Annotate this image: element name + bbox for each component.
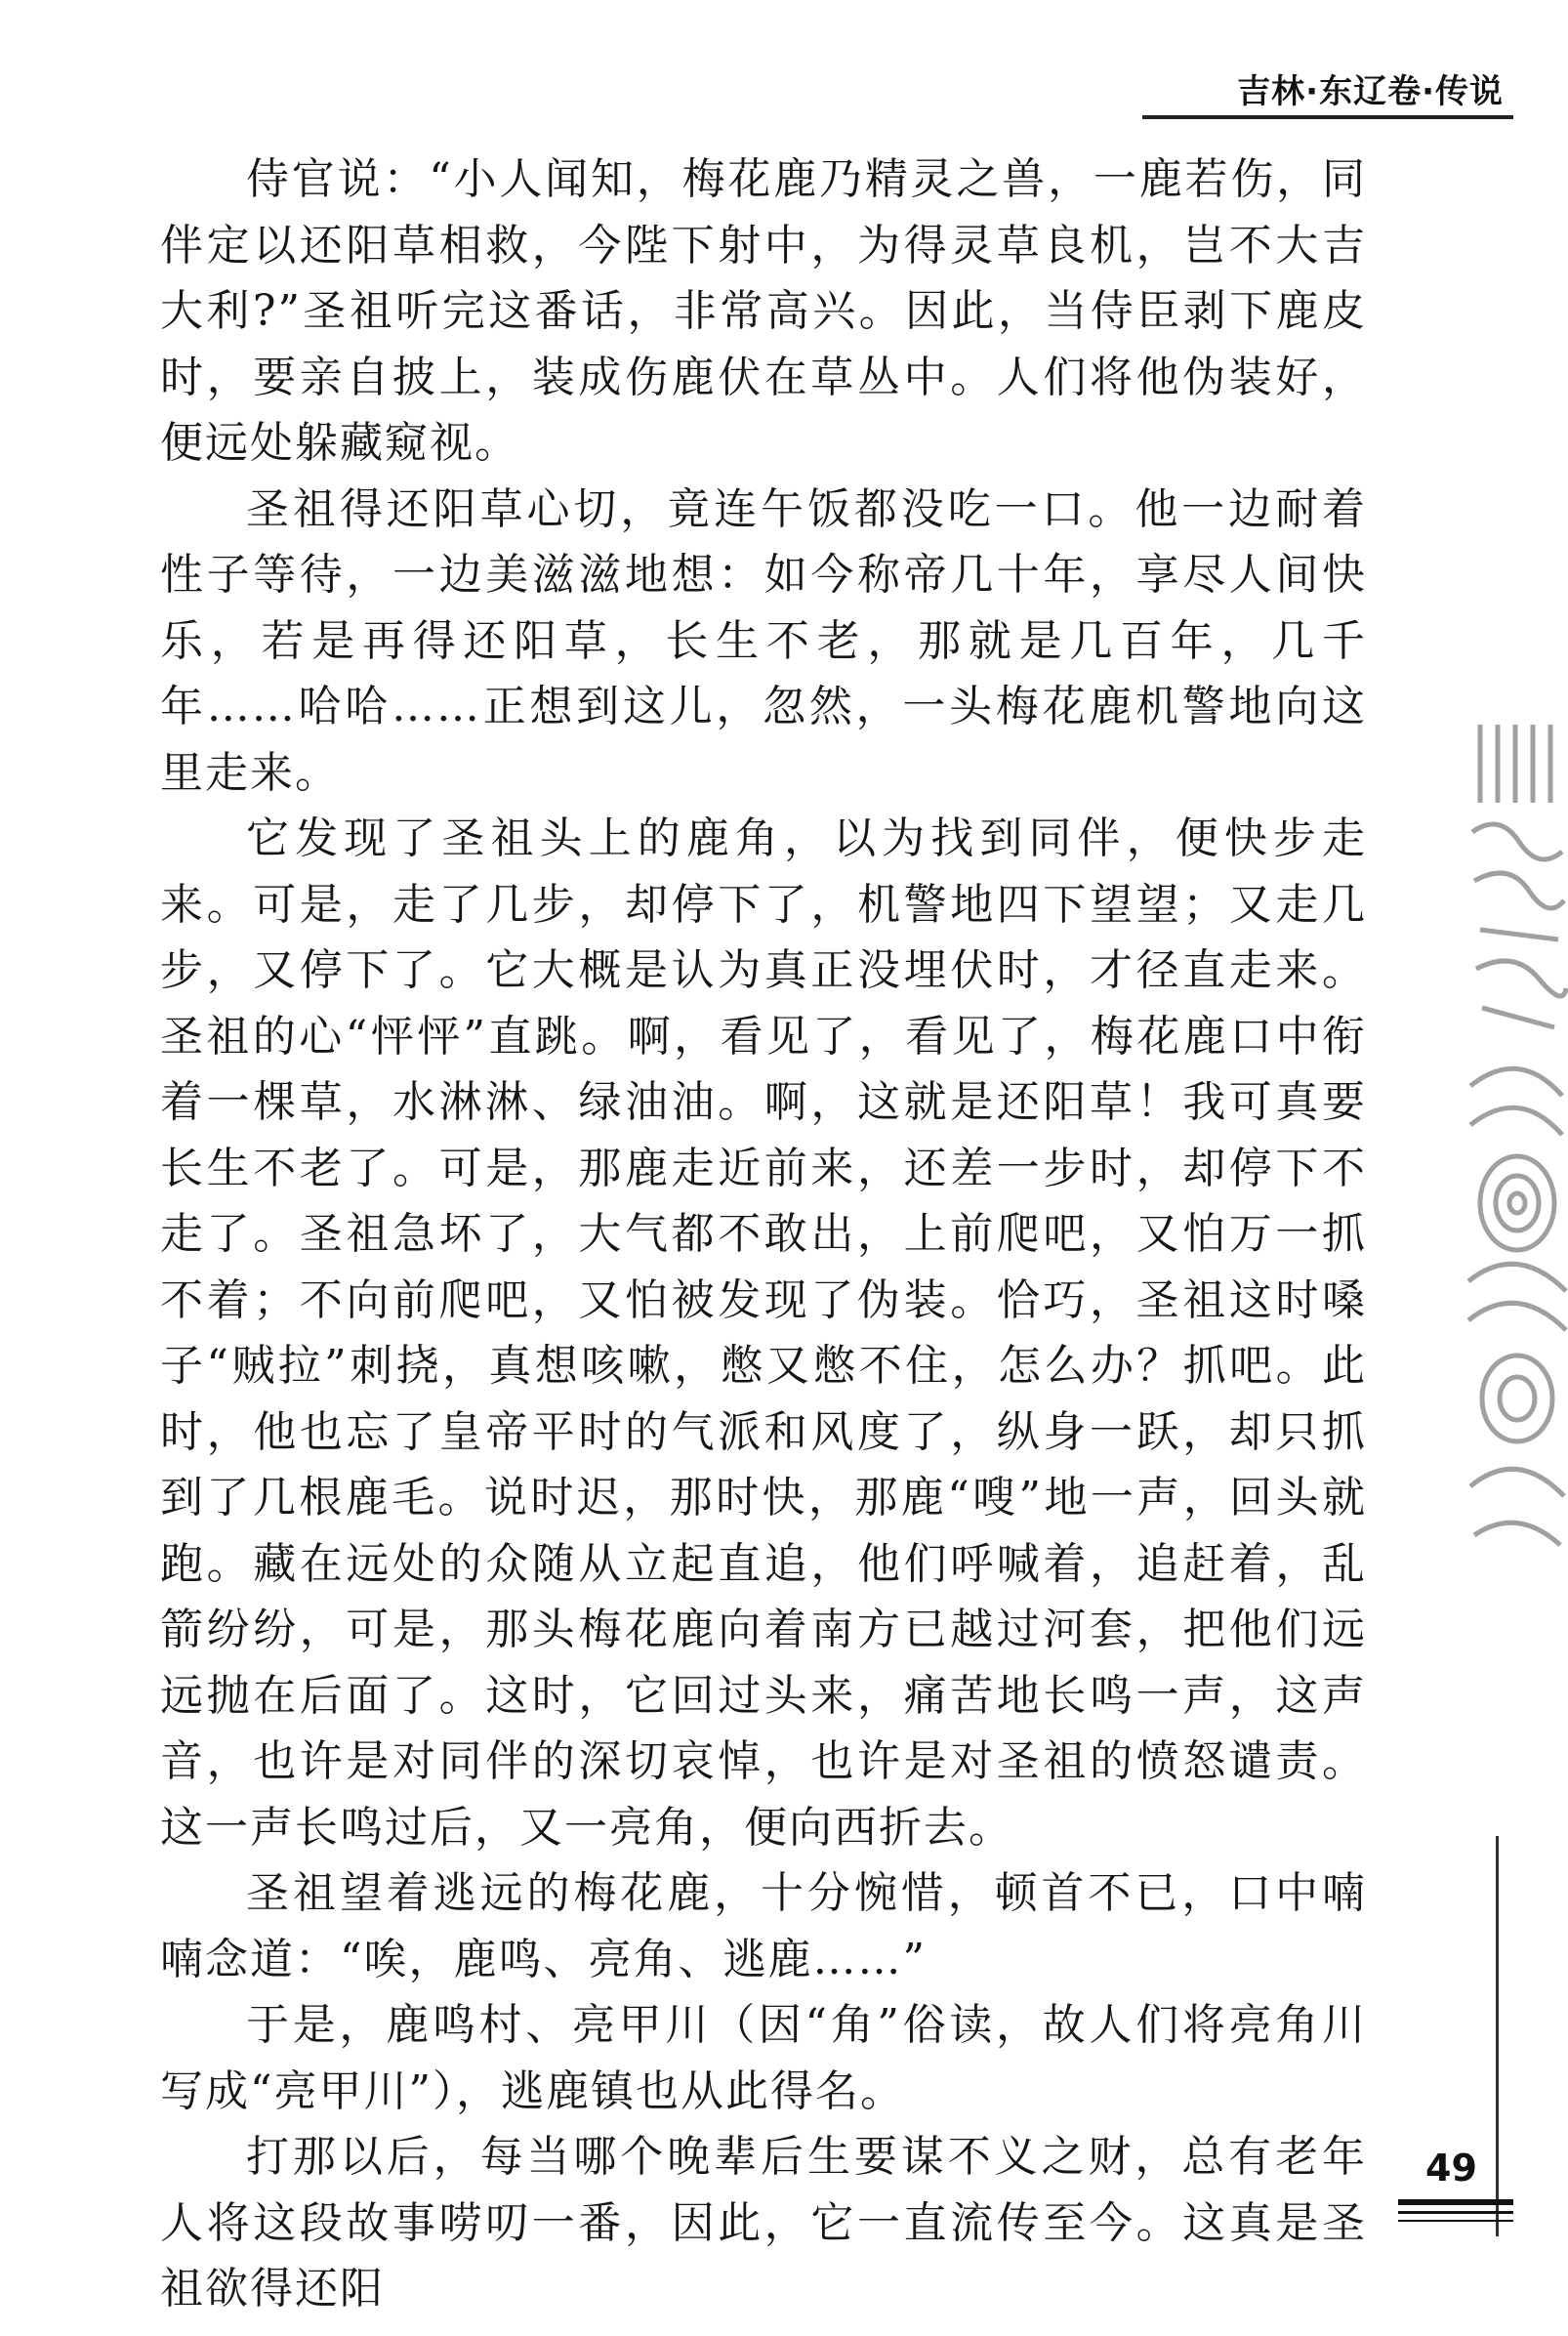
paragraph-1: 侍官说：“小人闻知，梅花鹿乃精灵之兽，一鹿若伤，同伴定以还阳草相救，今陛下射中，为得灵草良机，岂不大吉大利?”圣祖听完这番话，非常高兴。因此，当侍臣剥下鹿皮时，要亲自披上，装成伤鹿伏在草丛中。人们将他伪装好，便远处躲藏窥视。 (160, 154, 1367, 468)
side-rule (1496, 1836, 1499, 2236)
paragraph-5: 于是，鹿鸣村、亮甲川（因“角”俗读，故人们将亮角川写成“亮甲川”），逃鹿镇也从此得名。 (160, 2000, 1367, 2116)
paragraph-6: 打那以后，每当哪个晚辈后生要谋不义之财，总有老年人将这段故事唠叨一番，因此，它一直流传至今。这真是圣祖欲得还阳 (160, 2132, 1367, 2314)
running-head: 吉林·东辽卷·传说 (1237, 72, 1504, 111)
side-ornament (1461, 715, 1568, 1584)
paragraph-3: 它发现了圣祖头上的鹿角，以为找到同伴，便快步走来。可是，走了几步，却停下了，机警地四下望望；又走几步，又停下了。它大概是认为真正没埋伏时，才径直走来。圣祖的心“怦怦”直跳。啊，看见了，看见了，梅花鹿口中衔着一棵草，水淋淋、绿油油。啊，这就是还阳草！我可真要长生不老了。可是，那鹿走近前来，还差一步时，却停下不走了。圣祖急坏了，大气都不敢出，上前爬吧，又怕万一抓不着；不向前爬吧，又怕被发现了伪装。恰巧，圣祖这时嗓子“贼拉”刺挠，真想咳嗽，憋又憋不住，怎么办？抓吧。此时，他也忘了皇帝平时的气派和风度了，纵身一跃，却只抓到了几根鹿毛。说时迟，那时快，那鹿“嗖”地一声，回头就跑。藏在远处的众随从立起直追，他们呼喊着，追赶着，乱箭纷纷，可是，那头梅花鹿向着南方已越过河套，把他们远远抛在后面了。这时，它回过头来，痛苦地长鸣一声，这声音，也许是对同伴的深切哀悼，也许是对圣祖的愤怒谴责。这一声长鸣过后，又一亮角，便向西折去。 (160, 813, 1367, 1853)
running-head-rule (1142, 115, 1513, 119)
body-text (160, 146, 1367, 2322)
page-number: 49 (1425, 2147, 1477, 2190)
footer-rule-thin (1398, 2220, 1513, 2222)
paragraph-4: 圣祖望着逃远的梅花鹿，十分惋惜，顿首不已，口中喃喃念道：“唉，鹿鸣、亮角、逃鹿……” (160, 1868, 1367, 1984)
paragraph-2: 圣祖得还阳草心切，竟连午饭都没吃一口。他一边耐着性子等待，一边美滋滋地想：如今称帝几十年，享尽人间快乐，若是再得还阳草，长生不老，那就是几百年，几千年……哈哈……正想到这儿，忽然，一头梅花鹿机警地向这里走来。 (160, 483, 1367, 798)
footer-rule-medium (1398, 2211, 1513, 2214)
footer-rule-thick (1398, 2199, 1513, 2205)
